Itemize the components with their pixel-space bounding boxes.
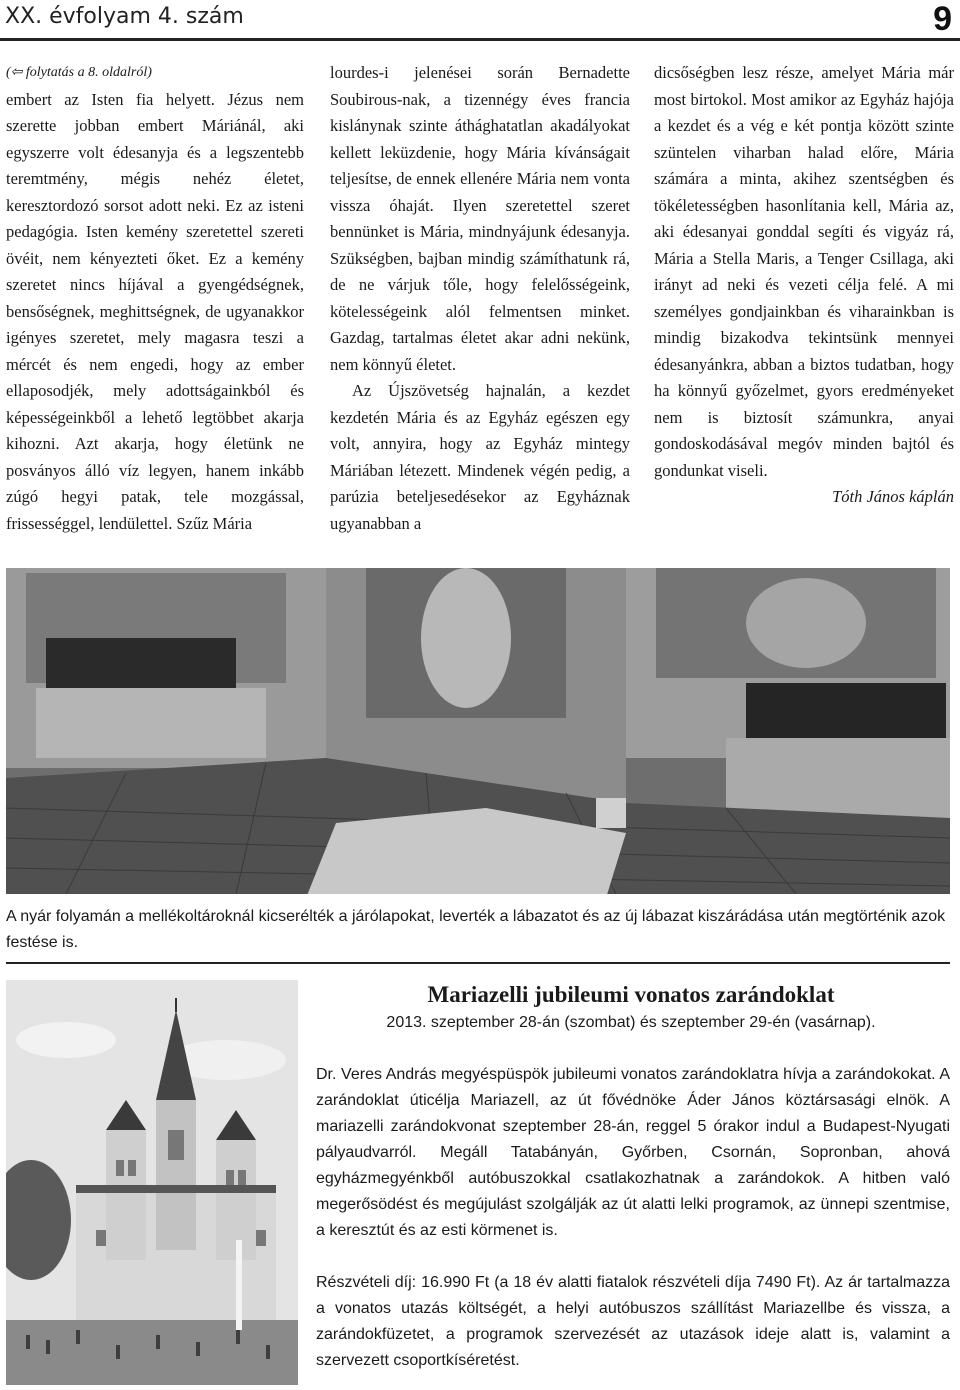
issue-title: XX. évfolyam 4. szám [5, 4, 244, 29]
article-paragraph: embert az Isten fia helyett. Jézus nem szerette jobban embert Máriánál, aki egyszerre volt édesanyja és a legszentebb teremtmény, mégis nehéz életet, keresztordozó sorsot adott neki. Ez az isteni pedagógia. Isten kemény szeretettel szereti övéit, nem kényezteti őket. Ez a kemény szeretet nincs híjával a gyengédségnek, bensőségnek, meghittségnek, de ugyanakkor igényes szeretet, mely magasra teszi a mércét és nem engedi, hogy az ember ellaposodjék, mely adottságainkból és képességeinkből a lehető legtöbbet akarja kihozni. Azt akarja, hogy életünk ne posványos álló víz legyen, hanem inkább zúgó hegyi patak, tele mozgással, frissességgel, lendülettel. Szűz Mária [6, 89, 304, 533]
article-column-3 [654, 60, 954, 511]
article-paragraph: Részvételi díj: 16.990 Ft (a 18 év alatti fiatalok részvételi díja 7490 Ft). Az ár tartalmazza a vonatos utazás költségét, a helyi autóbuszos szállítást Mariazellbe és vissza, a zarándokfüzetet, a programok szervezését az utazások ideje alatt is, valamint a szervezett csoportkíséretést. [316, 1274, 950, 1369]
continued-note: (⇦ folytatás a 8. oldalról) [6, 65, 152, 80]
article-title: Mariazelli jubileumi vonatos zarándoklat [427, 982, 835, 1007]
article-paragraph: Dr. Veres András megyéspüspök jubileumi vonatos zarándoklatra hívja a zarándokokat. A zarándoklat úticélja Mariazell, az út fővédnöke Áder János köztársasági elnök. A mariazelli zarándokvonat szeptember 28-án, reggel 5 órakor indul a Budapest-Nyugati pályaudvarról. Megáll Tatabányán, Győrben, Csornán, Sopronban, ahová egyházmegyénkből autóbuszokkal csatlakozhatnak a zarándokok. A hitben való megerősödést és megújulást szolgálják az út alatti lelki programok, az ünnepi szentmise, a keresztút és az esti körmenet is. [316, 1066, 950, 1239]
article-paragraph: Az Újszövetség hajnalán, a kezdet kezdetén Mária és az Egyház egészen egy volt, annyira, hogy az Egyház mintegy Máriában létezett. Mindenek végén pedig, a parúzia beteljesedésekor az Egyháznak ugyanabban a [330, 381, 630, 533]
article-column-2 [330, 60, 630, 537]
section-rule [6, 962, 950, 964]
article-paragraph: dicsőségben lesz része, amelyet Mária már most birtokol. Most amikor az Egyház hajója a kezdet és a vég e két pontja között szinte szüntelen viharban halad előre, Mária számára a minta, akihez szentségben és tökéletességben hasonlítania kell, Mária az, aki édesanyai gonddal segíti és vigyáz rá, Mária a Stella Maris, a Tenger Csillaga, aki irányt ad neki és vezeti célja felé. A mi személyes gondjainkban és viharainkban is mindig bizakodva tekintsünk mennyei édesanyánkra, abban a biztos tudatban, hogy ha könnyű győzelmet, gyors eredményeket nem is biztosít számunkra, anyai gondoskodásával megóv minden bajtól és gondunkat viseli. [654, 63, 954, 480]
chapel-floor-photo [6, 568, 950, 894]
author-signature: Tóth János káplán [832, 487, 954, 506]
page-header [0, 0, 960, 40]
mariazell-basilica-photo [6, 980, 298, 1385]
header-rule [0, 38, 960, 41]
page-number: 9 [933, 0, 952, 38]
article-paragraph: lourdes-i jelenései során Bernadette Soubirous-nak, a tizennégy éves francia kislánynak szinte áthághatatlan akadályokat kellett leküzdenie, hogy Mária kívánságait teljesítse, de ennek ellenére Mária nem vonta vissza óhaját. Ilyen szeretettel szeret bennünket is Mária, mindnyájunk édesanyja. Szükségben, bajban mindig számíthatunk rá, de ne várjuk tőle, hogy felelősségeink, kötelességeink alól felmentsen minket. Gazdag, tartalmas életet akar adni nekünk, nem könnyű életet. [330, 63, 630, 374]
article-subtitle: 2013. szeptember 28-án (szombat) és szeptember 29-én (vasárnap). [386, 1014, 876, 1031]
article-column-1 [6, 60, 304, 537]
photo-caption: A nyár folyamán a mellékoltároknál kicserélték a járólapokat, leverték a lábazatot és az új lábazat kiszárádása után megtörténik azok festése is. [6, 908, 946, 951]
